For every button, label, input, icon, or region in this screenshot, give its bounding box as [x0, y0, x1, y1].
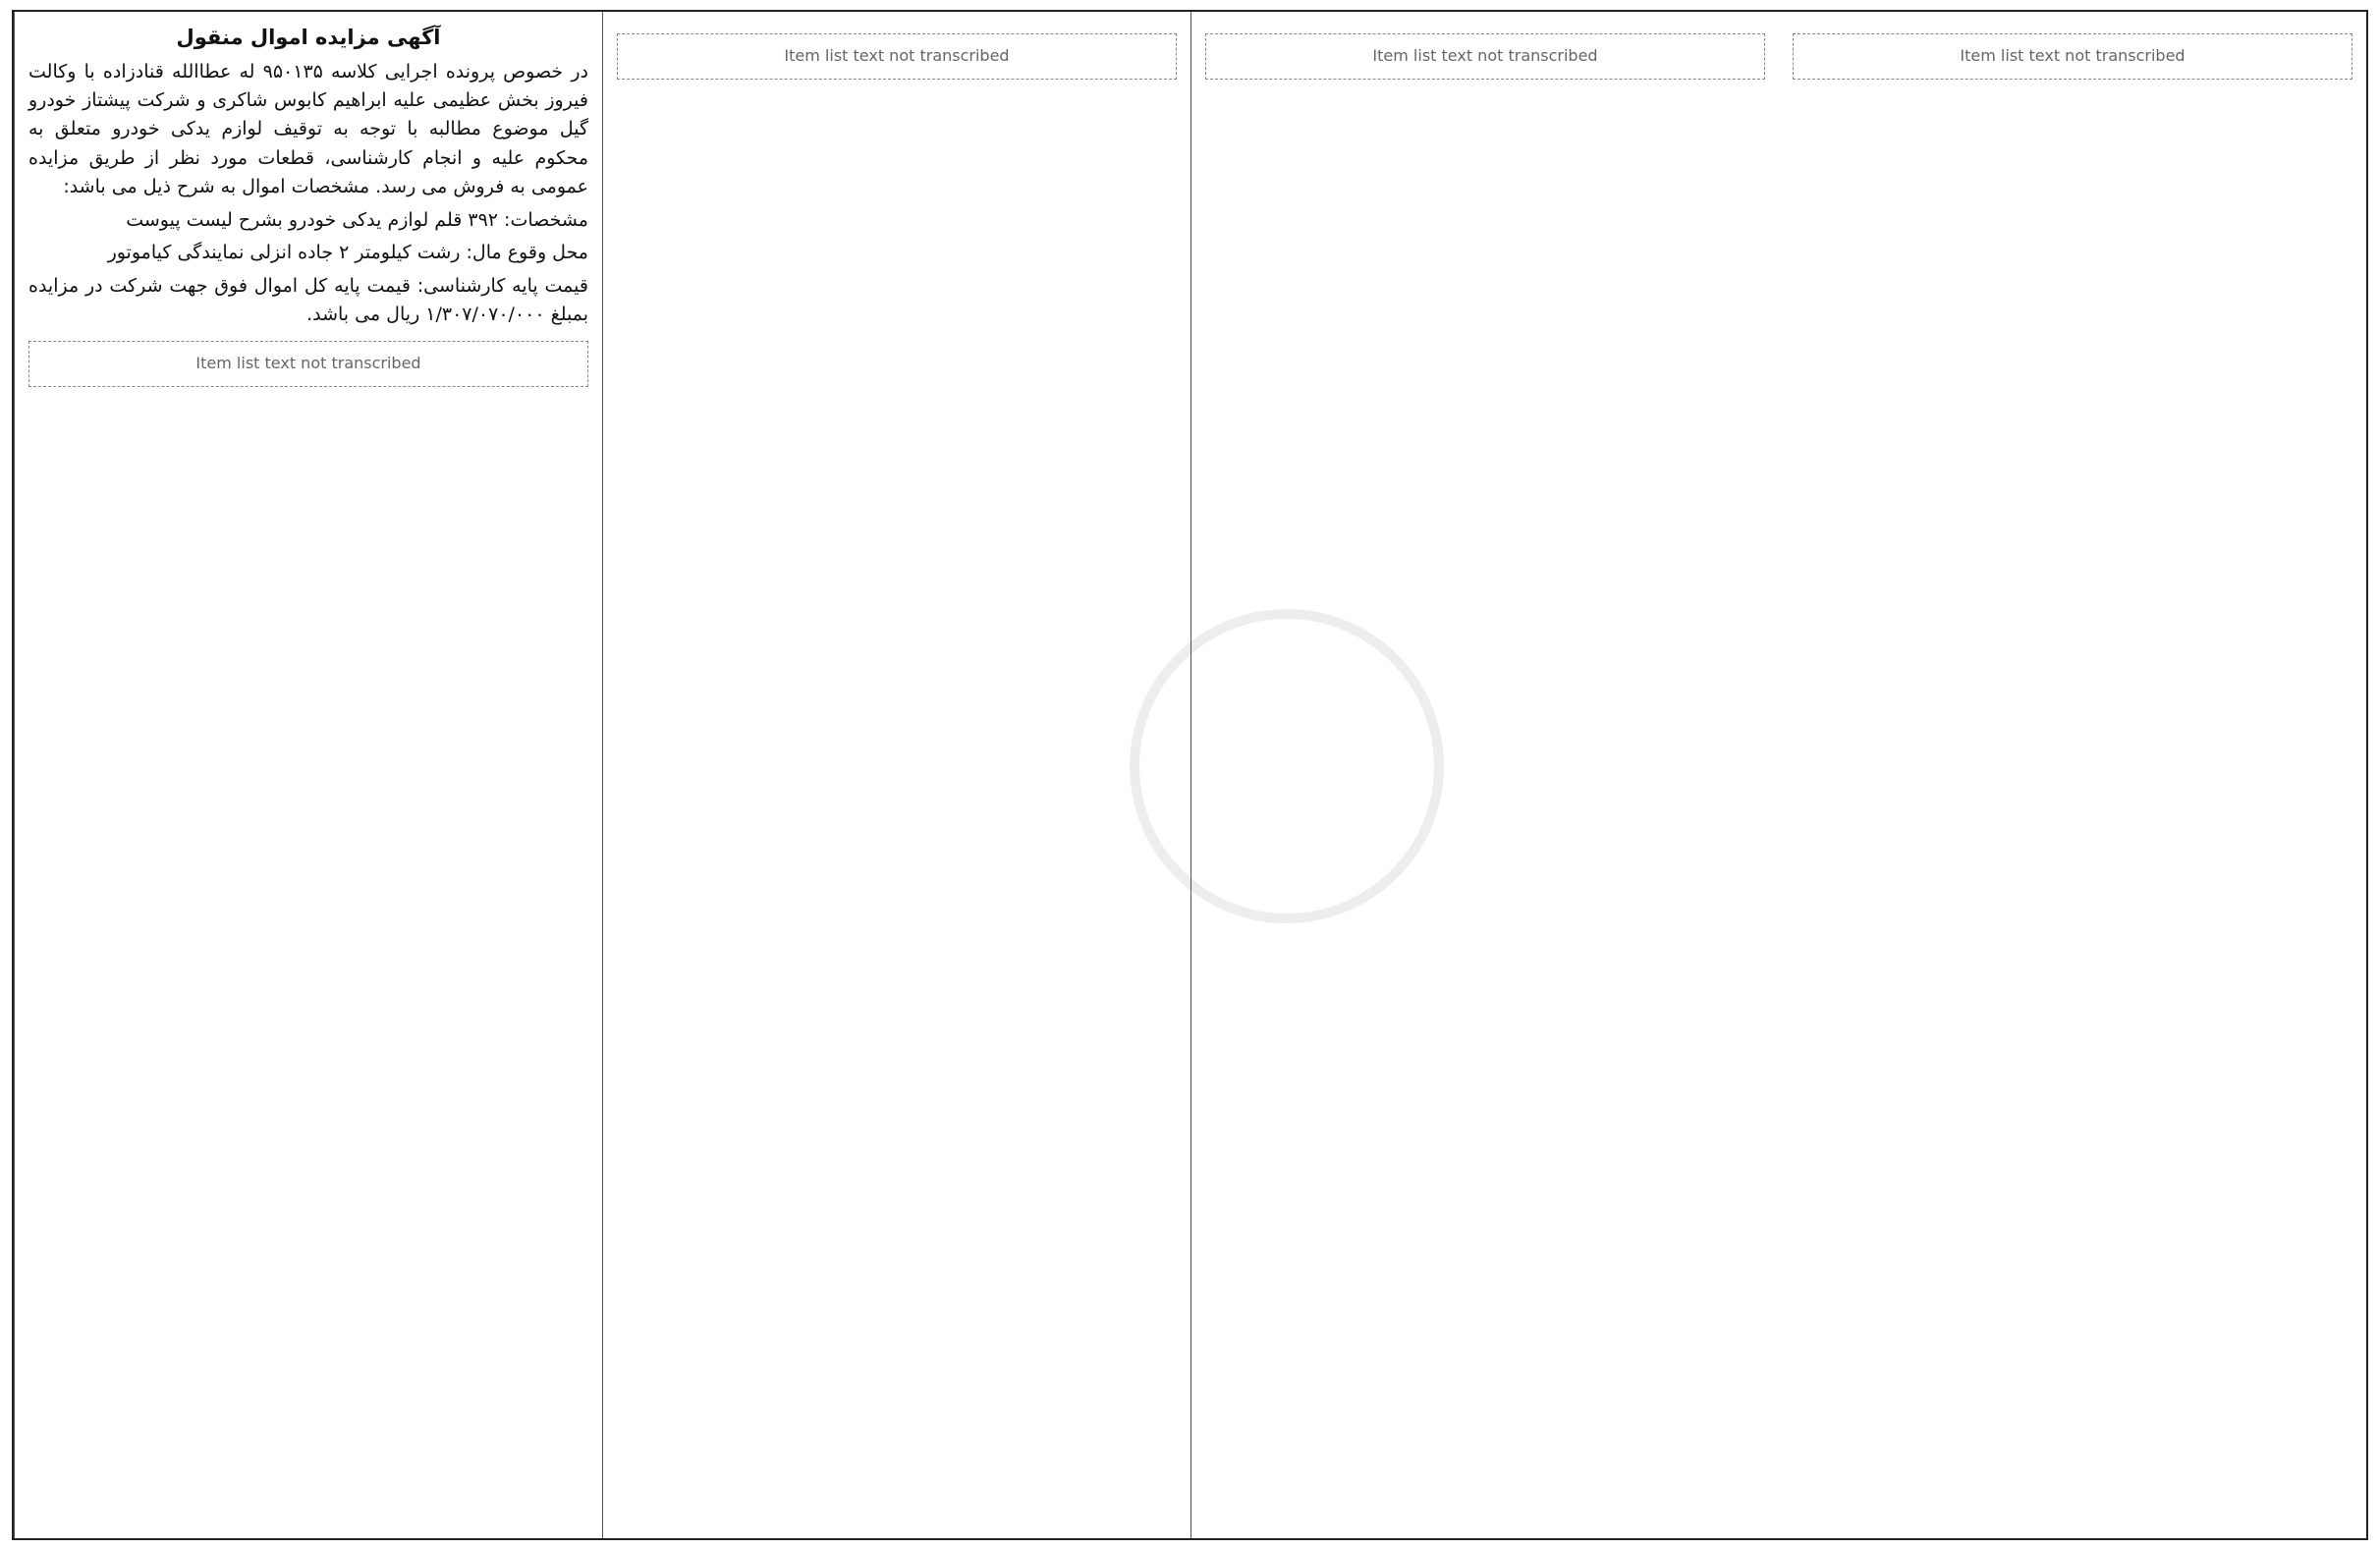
- column-1: [14, 12, 602, 1538]
- column-2: [602, 12, 1190, 1538]
- notice-location: محل وقوع مال: رشت کیلومتر ۲ جاده انزلی نمایندگی کیاموتور: [107, 242, 588, 264]
- items-placeholder: Item list text not transcribed: [1793, 33, 2352, 80]
- notice-title: آگهی مزایده اموال منقول: [176, 26, 441, 49]
- column-3: [1190, 12, 1779, 1538]
- column-4: [1779, 12, 2366, 1538]
- notice-intro: در خصوص پرونده اجرایی کلاسه ۹۵۰۱۳۵ له عطاالله قنادزاده با وکالت فیروز بخش عظیمی علیه ابراهیم کابوس شاکری و شرکت پیشتاز خودرو گیل موضوع مطالبه با توجه به توقیف لوازم یدکی خودرو متعلق به محکوم علیه و انجام کارشناسی، قطعات مورد نظر از طریق مزایده عمومی به فروش می رسد. مشخصات اموال به شرح ذیل می باشد:: [28, 60, 588, 198]
- items-placeholder: Item list text not transcribed: [617, 33, 1177, 80]
- items-placeholder: Item list text not transcribed: [28, 341, 588, 387]
- notice-specs: مشخصات: ۳۹۲ قلم لوازم یدکی خودرو بشرح لیست پیوست: [126, 208, 588, 231]
- items-placeholder: Item list text not transcribed: [1205, 33, 1765, 80]
- auction-notice: [12, 10, 2368, 1540]
- notice-base-price: قیمت پایه کارشناسی: قیمت پایه کل اموال فوق جهت شرکت در مزایده بمبلغ ۱/۳۰۷/۰۷۰/۰۰۰ ریال می باشد.: [28, 274, 588, 326]
